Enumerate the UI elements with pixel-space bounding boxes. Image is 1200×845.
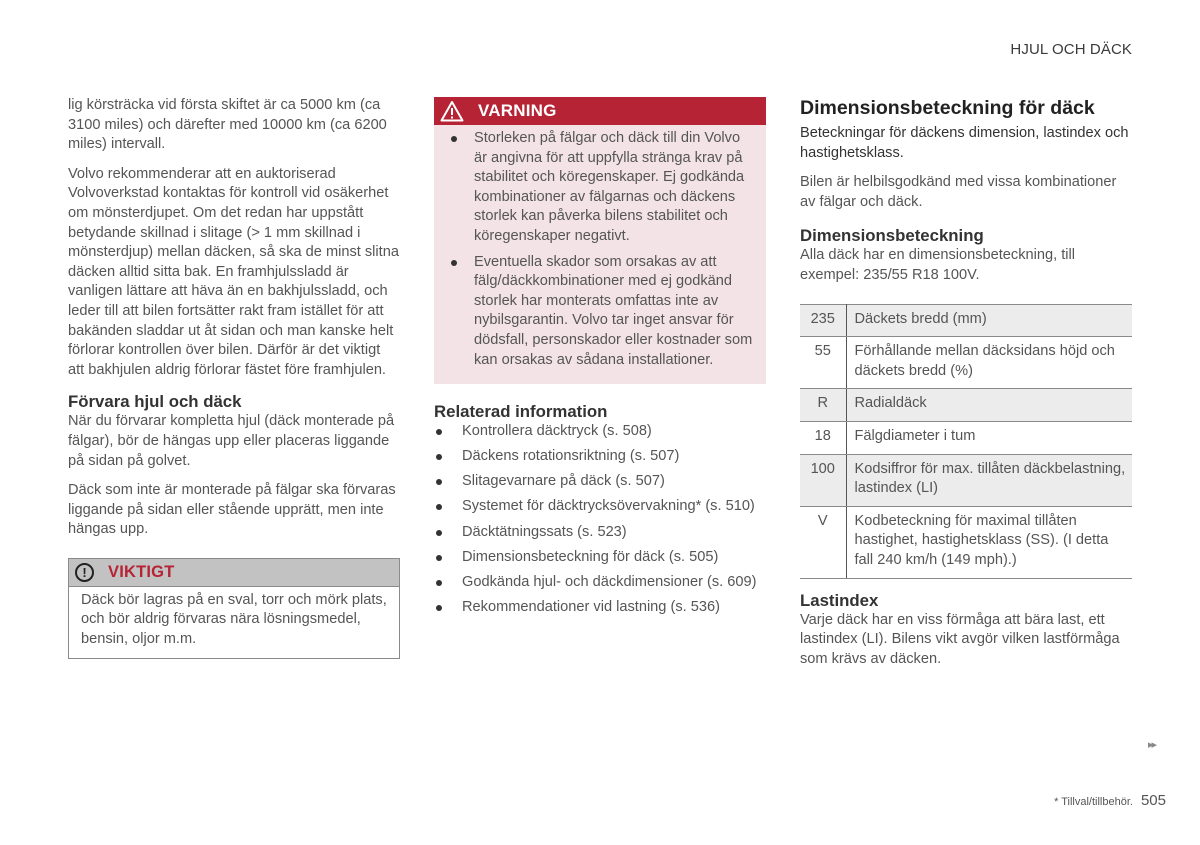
code-cell: R — [800, 389, 846, 422]
related-link[interactable] — [434, 447, 766, 467]
related-link[interactable] — [434, 523, 766, 543]
bullet-icon — [436, 429, 442, 435]
important-box-text: Däck bör lagras på en sval, torr och mörk plats, och bör aldrig förvaras nära lösningsmedel, bensin, oljor m.m. — [81, 591, 387, 648]
description-cell: Förhållande mellan däcksidans höjd och däckets bredd (%) — [846, 337, 1132, 389]
paragraph: Däck som inte är monterade på fälgar ska förvaras liggande på sidan eller stående upprätt, men inte hängas upp. — [68, 482, 396, 538]
table-row — [800, 421, 1132, 454]
exclamation-circle-icon: ! — [75, 563, 94, 582]
middle-column — [434, 96, 766, 623]
related-link[interactable] — [434, 472, 766, 492]
related-link-text[interactable]: Dimensionsbeteckning för däck (s. 505) — [462, 548, 719, 565]
bullet-icon — [436, 530, 442, 536]
lead-paragraph: Beteckningar för däckens dimension, lastindex och hastighetsklass. — [800, 125, 1129, 161]
warning-box — [434, 97, 766, 384]
bullet-icon — [451, 136, 457, 142]
related-links — [434, 422, 766, 617]
bullet-icon — [436, 605, 442, 611]
warning-box-title: VARNING — [478, 101, 557, 121]
storage-heading: Förvara hjul och däck — [68, 392, 242, 412]
bullet-icon — [451, 260, 457, 266]
description-cell: Kodsiffror för max. tillåten däckbelastning, lastindex (LI) — [846, 454, 1132, 506]
related-link-text[interactable]: Däcktätningssats (s. 523) — [462, 523, 627, 540]
bullet-icon — [436, 580, 442, 586]
dimension-table — [800, 304, 1132, 579]
important-box — [68, 558, 400, 659]
code-cell: 55 — [800, 337, 846, 389]
paragraph: Varje däck har en viss förmåga att bära last, ett lastindex (LI). Bilens vikt avgör vilken lastförmåga som krävs av däcken. — [800, 611, 1120, 667]
load-index-heading: Lastindex — [800, 590, 879, 610]
important-box-header — [69, 559, 399, 587]
paragraph: När du förvarar kompletta hjul (däck monterade på fälgar), bör de hängas upp eller placeras liggande på sidan på golvet. — [68, 413, 395, 469]
page-footer — [1054, 791, 1166, 813]
related-link[interactable] — [434, 573, 766, 593]
related-link-text[interactable]: Kontrollera däcktryck (s. 508) — [462, 423, 652, 440]
description-cell: Kodbeteckning för maximal tillåten hastighet, hastighetsklass (SS). (I detta fall 240 km/h (149 mph).) — [846, 506, 1132, 578]
related-link-text[interactable]: Rekommendationer vid lastning (s. 536) — [462, 598, 720, 615]
bullet-icon — [436, 504, 442, 510]
bullet-icon — [436, 454, 442, 460]
related-link-text[interactable]: Systemet för däcktrycksövervakning* (s. 510) — [462, 498, 755, 515]
page-title: Dimensionsbeteckning för däck — [800, 97, 1095, 119]
paragraph: Alla däck har en dimensionsbeteckning, till exempel: 235/55 R18 100V. — [800, 247, 1076, 283]
description-cell: Fälgdiameter i tum — [846, 421, 1132, 454]
table-row — [800, 506, 1132, 578]
bullet-icon — [436, 555, 442, 561]
code-cell: 100 — [800, 454, 846, 506]
footnote: * Tillval/tillbehör. — [1054, 796, 1133, 808]
warning-box-body — [434, 125, 766, 384]
paragraph: lig körsträcka vid första skiftet är ca 5000 km (ca 3100 miles) och därefter med 10000 km (ca 6200 miles) intervall. — [68, 97, 387, 153]
paragraph: Volvo rekommenderar att en auktoriserad Volvoverkstad kontaktas för kontroll vid osäkerhet om mönsterdjupet. Om det redan har uppstått betydande skillnad i slitage (> 1 mm skillnad i mönsterdjup) mellan däcken, så ska de minst slitna däcken alltid sitta bak. En framhjulssladd är vanligen lättare att häva än en bakhjulssladd, och leder till att bilen fortsätter rakt fram istället för att bakänden sladdar ut åt sidan och man kanske helt förlorar kontrollen över bilen. Därför är det viktigt att bakhjulen aldrig förlorar fästet före framhjulen. — [68, 165, 399, 378]
warning-list — [444, 129, 756, 370]
related-link[interactable] — [434, 497, 766, 517]
warning-box-header — [434, 97, 766, 125]
code-cell: 18 — [800, 421, 846, 454]
related-information-title: Relaterad information — [434, 402, 608, 422]
related-link-text[interactable]: Godkända hjul- och däckdimensioner (s. 609) — [462, 573, 757, 590]
double-triangle-right-icon: ▸▸ — [1148, 739, 1156, 751]
related-information — [434, 402, 766, 617]
related-link[interactable] — [434, 422, 766, 442]
list-item-text: Eventuella skador som orsakas av att fälg/däckkombinationer med ej godkänd storlek har monterats omfattas inte av nybilsgarantin. Volvo tar inget ansvar för dödsfall, personskador eller kostnader som kan orsakas av sådana installationer. — [474, 253, 753, 368]
list-item-text: Storleken på fälgar och däck till din Volvo är angivna för att uppfylla stränga krav på stabilitet och köregenskaper. Ej godkända kombinationer av fälgarnas och däckens storlek kan påverka bilens stabilitet och köregenskaper negativt. — [474, 130, 745, 244]
warning-triangle-icon — [440, 100, 464, 122]
related-link[interactable] — [434, 548, 766, 568]
description-cell: Radialdäck — [846, 389, 1132, 422]
code-cell: 235 — [800, 304, 846, 337]
description-cell: Däckets bredd (mm) — [846, 304, 1132, 337]
bullet-icon — [436, 479, 442, 485]
table-row — [800, 454, 1132, 506]
related-link-text[interactable]: Däckens rotationsriktning (s. 507) — [462, 448, 680, 465]
right-column — [800, 96, 1132, 679]
list-item — [444, 129, 756, 247]
table-row — [800, 337, 1132, 389]
paragraph: Bilen är helbilsgodkänd med vissa kombinationer av fälgar och däck. — [800, 174, 1117, 210]
related-link[interactable] — [434, 598, 766, 618]
left-column — [68, 96, 400, 659]
table-row — [800, 304, 1132, 337]
list-item — [444, 253, 756, 371]
dimension-heading: Dimensionsbeteckning — [800, 226, 984, 246]
code-cell: V — [800, 506, 846, 578]
important-box-title: VIKTIGT — [108, 562, 175, 581]
table-row — [800, 389, 1132, 422]
related-link-text[interactable]: Slitagevarnare på däck (s. 507) — [462, 473, 665, 490]
running-header: HJUL OCH DÄCK — [1010, 41, 1132, 58]
page-number: 505 — [1140, 792, 1166, 809]
